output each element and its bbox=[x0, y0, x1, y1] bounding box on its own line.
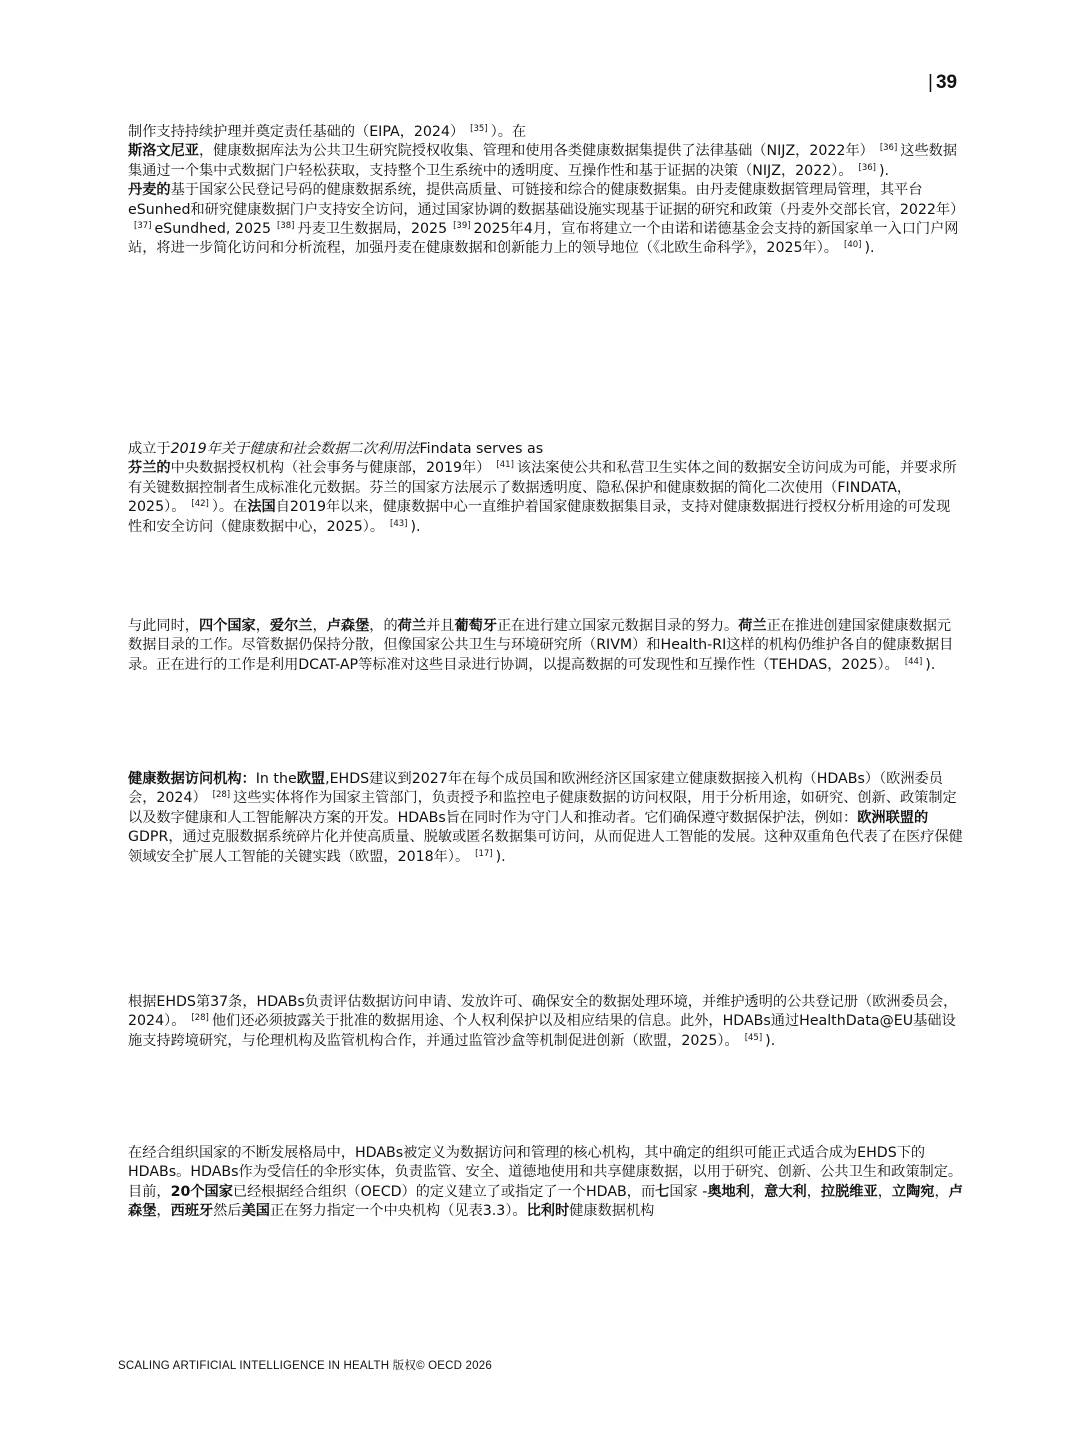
text-run: ， bbox=[877, 1183, 892, 1200]
text-run: 根据EHDS第37条，HDABs负责评估数据访问申请、发放许可、确保安全的数据处理环境，并维护透明的公共登记册（欧洲委员会，2024）。 bbox=[128, 994, 958, 1030]
text-run: ,EHDS建议到2027年在每个成员国和欧洲经济区国家建立健康数据接入机构（HDABs）（欧洲委员会，2024） bbox=[128, 771, 943, 807]
citation-ref[interactable]: [40] bbox=[844, 240, 862, 251]
page-number-separator: | bbox=[928, 72, 933, 93]
text-run: ). bbox=[495, 848, 506, 865]
citation-ref[interactable]: [38] bbox=[277, 221, 295, 232]
citation-ref[interactable]: [36] bbox=[879, 143, 898, 154]
text-run: 已经根据经合组织（OECD）的定义建立了或指定了一个HDAB，而 bbox=[232, 1183, 656, 1200]
text-run: ， bbox=[749, 1183, 765, 1200]
text-run: ， bbox=[255, 618, 270, 634]
bold-term: 美国 bbox=[241, 1203, 270, 1220]
text-run: 他们还必须披露关于批准的数据用途、个人权利保护以及相应结果的信息。此外，HDABs通过HealthData@EU基础设施支持跨境研究，与伦理机构及监管机构合作，并通过监管沙盒等机制促进创新（欧盟，2025）。 bbox=[128, 1013, 956, 1049]
text-run: ，的 bbox=[369, 618, 398, 634]
citation-ref[interactable]: [28] bbox=[191, 1013, 209, 1024]
text-run: 丹麦卫生数据局，2025 bbox=[297, 221, 448, 238]
bold-term: 芬兰的 bbox=[128, 460, 171, 477]
text-run: 这些实体将作为国家主管部门，负责授予和监控电子健康数据的访问权限，用于分析用途，如研究、创新、政策制定以及数字健康和人工智能解决方案的开发。HDABs旨在同时作为守门人和推动者。它们确保遵守数据保护法，例如： bbox=[128, 790, 957, 826]
text-run: 成立于 bbox=[128, 441, 171, 457]
text-run: ). bbox=[864, 240, 875, 257]
page-number-value: 39 bbox=[935, 72, 958, 93]
text-run: In the bbox=[255, 771, 297, 787]
bold-term: 法国 bbox=[247, 499, 276, 516]
bold-term: 爱尔兰 bbox=[269, 618, 313, 634]
text-run: 2025年4月，宣布将建立一个由诺和诺德基金会支持的新国家单一入口门户网站，将进一步简化访问和分析流程，加强丹麦在健康数据和创新能力上的领导地位（《北欧生命科学》，2025年）。 bbox=[128, 221, 959, 257]
text-run: eSundhed, 2025 bbox=[154, 221, 272, 238]
text-run: 与此同时， bbox=[128, 618, 199, 634]
bold-term: 意大利 bbox=[764, 1183, 807, 1200]
text-run: ， bbox=[156, 1203, 171, 1220]
citation-ref[interactable]: [17] bbox=[475, 848, 493, 859]
bold-term: 卢森堡 bbox=[128, 1183, 963, 1220]
italic-title: 2019年关于健康和社会数据二次利用法 bbox=[170, 441, 420, 457]
bold-term: 比利时 bbox=[526, 1203, 570, 1220]
paragraph-hdab-eu bbox=[128, 770, 963, 867]
bold-term: 七 bbox=[655, 1183, 670, 1200]
text-run: Findata serves as bbox=[419, 441, 544, 457]
text-run: ）。在 bbox=[211, 499, 248, 516]
bold-term: 荷兰 bbox=[397, 618, 427, 634]
citation-ref[interactable]: [42] bbox=[191, 499, 209, 510]
bold-term: 健康数据访问机构： bbox=[128, 771, 256, 787]
citation-ref[interactable]: [37] bbox=[134, 221, 152, 232]
text-run: ). bbox=[765, 1032, 776, 1049]
text-run: 该法案使公共和私营卫生实体之间的数据安全访问成为可能，并要求所有关键数据控制者生成标准化元数据。芬兰的国家方法展示了数据透明度、隐私保护和健康数据的简化二次使用（FINDATA，2025）。 bbox=[128, 460, 957, 516]
text-run: 基于国家公民登记号码的健康数据系统，提供高质量、可链接和综合的健康数据集。由丹麦健康数据管理局管理，其平台eSunhed和研究健康数据门户支持安全访问，通过国家协调的数据基础设施实现基于证据的研究和政策（丹麦外交部长官，2022年） bbox=[128, 182, 965, 218]
bold-term: 西班牙 bbox=[170, 1203, 214, 1220]
text-run: 国家 - bbox=[669, 1183, 708, 1200]
citation-ref[interactable]: [35] bbox=[470, 124, 488, 134]
text-run: 正在努力指定一个中央机构（见表3.3）。 bbox=[269, 1203, 527, 1220]
bold-term: 欧洲联盟的 bbox=[857, 809, 929, 826]
citation-ref[interactable]: [28] bbox=[212, 790, 231, 801]
text-run: ， bbox=[934, 1183, 949, 1200]
text-run: 然后 bbox=[213, 1203, 242, 1220]
citation-ref[interactable]: [36] bbox=[858, 162, 876, 173]
text-run: 在经合组织国家的不断发展格局中，HDABs被定义为数据访问和管理的核心机构，其中确定的组织可能正式适合成为EHDS下的HDABs。HDABs作为受信任的伞形实体，负责监管、安全、道德地使用和共享健康数据，以用于研究、创新、公共卫生和政策制定。目前， bbox=[128, 1145, 963, 1200]
text-run: 并且 bbox=[426, 618, 455, 634]
bold-term: 葡萄牙 bbox=[454, 618, 498, 634]
paragraph-oecd-hdab-landscape bbox=[128, 1144, 963, 1222]
text-run: 这些数据集通过一个集中式数据门户轻松获取，支持整个卫生系统中的透明度、互操作性和基于证据的决策（NIJZ，2022）。 bbox=[128, 143, 958, 179]
bold-term: 卢森堡 bbox=[326, 618, 370, 634]
citation-ref[interactable]: [45] bbox=[744, 1032, 763, 1043]
citation-ref[interactable]: [39] bbox=[453, 221, 471, 232]
text-run: ）。在 bbox=[490, 124, 527, 140]
bold-term: 斯洛文尼亚 bbox=[128, 143, 199, 160]
bold-term: 拉脱维亚 bbox=[820, 1183, 878, 1200]
text-run: ，健康数据库法为公共卫生研究院授权收集、管理和使用各类健康数据集提供了法律基础（NIJZ，2022年） bbox=[198, 143, 874, 160]
citation-ref[interactable]: [43] bbox=[390, 518, 408, 529]
text-run: ， bbox=[312, 618, 327, 634]
text-run: 自2019年以来，健康数据中心一直维护着国家健康数据集目录，支持对健康数据进行授权分析用途的可发现性和安全访问（健康数据中心，2025）。 bbox=[128, 499, 951, 535]
citation-ref[interactable]: [44] bbox=[904, 656, 923, 667]
text-run: 正在推进创建国家健康数据元数据目录的工作。尽管数据仍保持分散，但像国家公共卫生与环境研究所（RIVM）和Health-RI这样的机构仍维护各自的健康数据目录。正在进行的工作是利用DCAT-AP等标准对这些目录进行协调，以提高数据的可发现性和互操作性（TEHDAS，2025）。 bbox=[128, 618, 954, 673]
text-run: 健康数据机构 bbox=[569, 1203, 655, 1220]
text-run: ). bbox=[925, 656, 936, 673]
text-run: 制作支持持续护理并奠定责任基础的（EIPA，2024） bbox=[128, 124, 465, 140]
citation-ref[interactable]: [41] bbox=[496, 460, 514, 471]
text-run: ， bbox=[806, 1183, 821, 1200]
paragraph-metadata-catalogues bbox=[128, 617, 963, 675]
bold-term: 欧盟 bbox=[296, 771, 326, 787]
text-run: ). bbox=[410, 518, 421, 535]
text-run: GDPR，通过克服数据系统碎片化并使高质量、脱敏或匿名数据集可访问，从而促进人工智能的发展。这种双重角色代表了在医疗保健领域安全扩展人工智能的关键实践（欧盟，2018年）。 bbox=[128, 829, 963, 865]
bold-term: 立陶宛 bbox=[891, 1183, 935, 1200]
bold-term: 奥地利 bbox=[707, 1183, 750, 1200]
paragraph-ehds-article-37 bbox=[128, 993, 963, 1051]
bold-term: 丹麦的 bbox=[128, 182, 171, 199]
bold-term: 20个国家 bbox=[170, 1183, 233, 1200]
text-run: 中央数据授权机构（社会事务与健康部，2019年） bbox=[170, 460, 491, 477]
bold-term: 荷兰 bbox=[738, 618, 767, 634]
paragraph-finland-france bbox=[128, 440, 963, 537]
page-footer: SCALING ARTIFICIAL INTELLIGENCE IN HEALTH 版权© OECD 2026 bbox=[118, 1360, 492, 1372]
text-run: 正在进行建立国家元数据目录的努力。 bbox=[497, 618, 739, 634]
page-number bbox=[928, 72, 957, 94]
text-run: ). bbox=[878, 162, 890, 179]
bold-term: 四个国家 bbox=[198, 618, 256, 634]
paragraph-slovenia-denmark bbox=[128, 123, 963, 259]
